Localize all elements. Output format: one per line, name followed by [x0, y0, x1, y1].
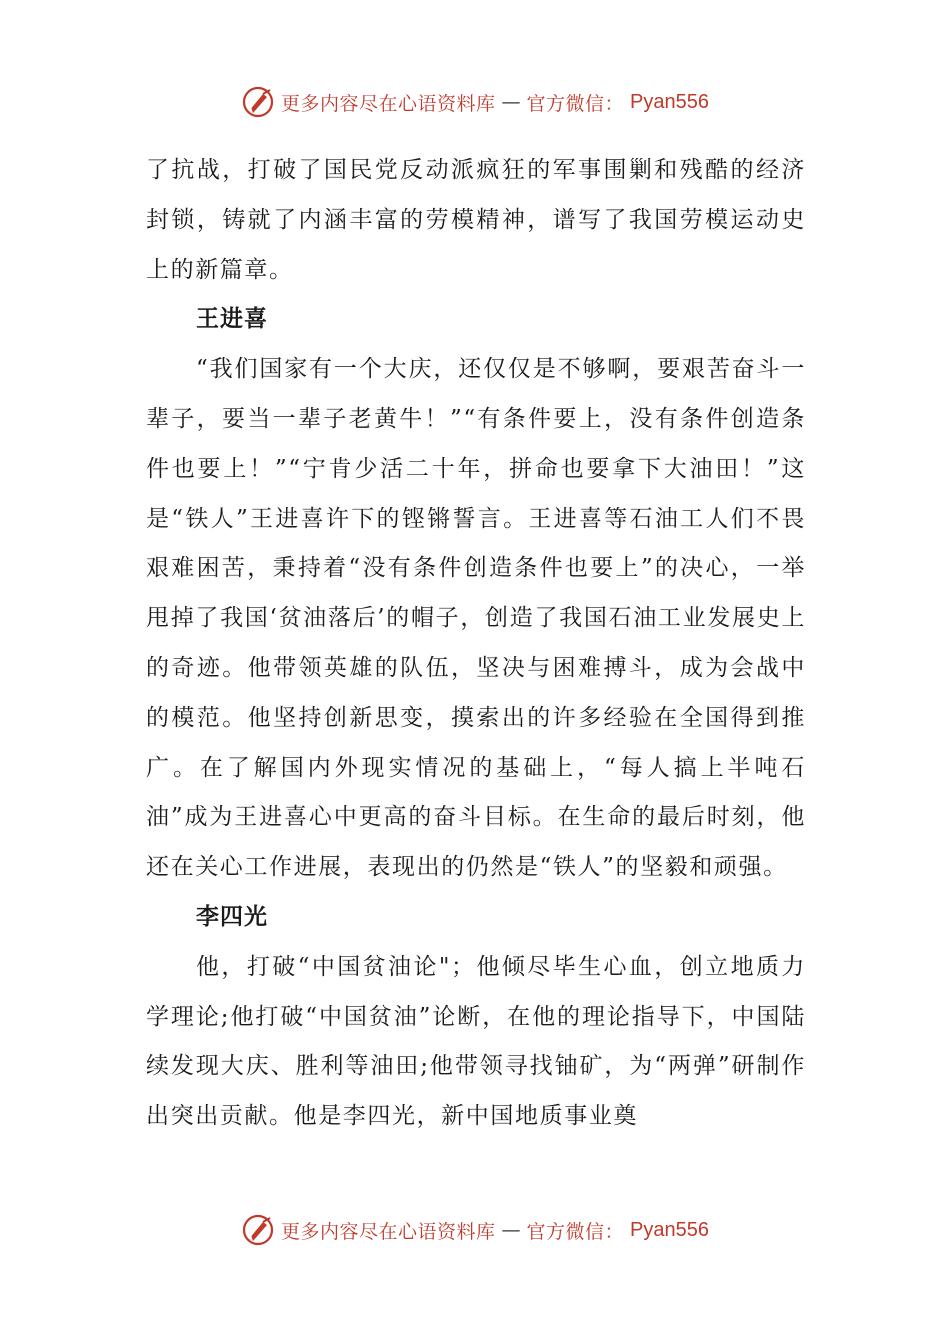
- header-wechat-id: Pyan556: [630, 90, 709, 113]
- header-wechat-label: 官方微信：: [526, 92, 625, 115]
- pen-nib-logo-icon: [241, 1213, 275, 1247]
- header-banner: [241, 85, 709, 119]
- footer-banner: [241, 1213, 709, 1247]
- section-heading-li-siguang: 李四光: [196, 903, 268, 930]
- page-footer: [0, 1210, 950, 1250]
- paragraph-continuation: 了抗战，打破了国民党反动派疯狂的军事围剿和残酷的经济封锁，铸就了内涵丰富的劳模精神，谱写了我国劳模运动史上的新篇章。: [146, 157, 806, 283]
- paragraph-wang-jinxi: “我们国家有一个大庆，还仅仅是不够啊，要艰苦奋斗一辈子，要当一辈子老黄牛！”“有条件要上，没有条件创造条件也要上！”“宁肯少活二十年，拼命也要拿下大油田！”这是“铁人”王进喜许下的铿锵誓言。王进喜等石油工人们不畏艰难困苦，秉持着“没有条件创造条件也要上”的决心，一举甩掉了我国‘贫油落后’的帽子，创造了我国石油工业发展史上的奇迹。他带领英雄的队伍，坚决与困难搏斗，成为会战中的模范。他坚持创新思变，摸索出的许多经验在全国得到推广。在了解国内外现实情况的基础上，“每人搞上半吨石油”成为王进喜心中更高的奋斗目标。在生命的最后时刻，他还在关心工作进展，表现出的仍然是“铁人”的坚毅和顽强。: [146, 356, 806, 881]
- header-site-name: 更多内容尽在心语资料库: [281, 92, 496, 115]
- footer-site-name: 更多内容尽在心语资料库: [281, 1220, 496, 1243]
- pen-nib-logo-icon: [241, 85, 275, 119]
- footer-dash: —: [501, 1219, 521, 1241]
- section-heading-wang-jinxi: 王进喜: [196, 306, 268, 333]
- paragraph-li-siguang: 他，打破“中国贫油论"；他倾尽毕生心血，创立地质力学理论;他打破“中国贫油”论断，在他的理论指导下，中国陆续发现大庆、胜利等油田;他带领寻找铀矿，为“两弹”研制作出突出贡献。他是李四光，新中国地质事业奠: [146, 953, 806, 1130]
- page-header: [0, 82, 950, 122]
- footer-wechat-id: Pyan556: [630, 1218, 709, 1241]
- document-body: [146, 146, 806, 1142]
- footer-wechat-label: 官方微信：: [526, 1220, 625, 1243]
- header-dash: —: [501, 91, 521, 113]
